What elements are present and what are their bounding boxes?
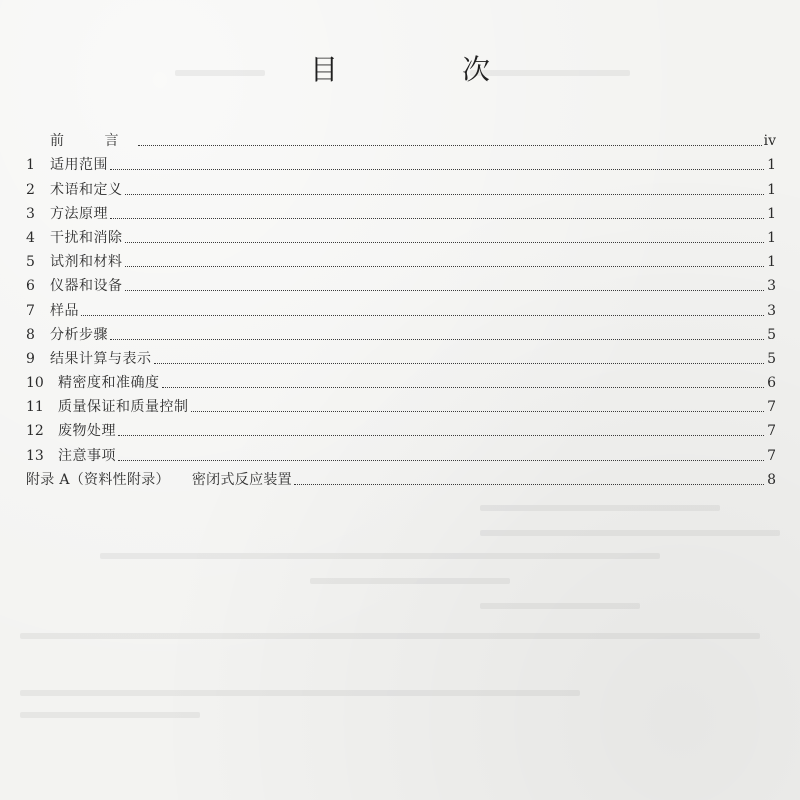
toc-entry[interactable] — [26, 150, 776, 174]
toc-entry-page: 6 — [767, 375, 776, 392]
toc-entry-number: 9 — [26, 350, 35, 367]
toc-entry-page: 3 — [767, 302, 776, 319]
toc-entry[interactable] — [26, 344, 776, 368]
toc-leader-dots — [110, 168, 764, 170]
table-of-contents — [26, 126, 776, 489]
toc-entry[interactable] — [26, 223, 776, 247]
toc-entry[interactable] — [26, 368, 776, 392]
toc-entry-page: 1 — [767, 229, 776, 246]
toc-entry-label: 注意事项 — [58, 447, 116, 464]
toc-entry[interactable] — [26, 174, 776, 198]
toc-leader-dots — [154, 362, 765, 364]
toc-entry-number: 7 — [26, 302, 35, 319]
toc-entry-page: 1 — [767, 157, 776, 174]
bleed-through-line — [480, 603, 640, 609]
toc-entry-number: 5 — [26, 254, 35, 271]
toc-entry-number: 12 — [26, 423, 44, 440]
toc-entry-appendix[interactable] — [26, 465, 776, 489]
toc-entry[interactable] — [26, 199, 776, 223]
bleed-through-line — [20, 633, 760, 639]
bleed-through-line — [100, 553, 660, 559]
page-title: 目 次 — [309, 53, 538, 86]
toc-entry-label: 废物处理 — [58, 423, 116, 440]
toc-entry-label: 试剂和材料 — [50, 254, 123, 271]
toc-entry-page: 1 — [767, 181, 776, 198]
toc-entry-label: 结果计算与表示 — [50, 350, 152, 367]
toc-leader-dots — [191, 410, 765, 412]
toc-entry-page: 5 — [767, 326, 776, 343]
toc-entry-number: 10 — [26, 375, 44, 392]
toc-leader-dots — [110, 338, 764, 340]
toc-entry[interactable] — [26, 416, 776, 440]
toc-leader-dots — [162, 386, 765, 388]
toc-entry-page: 7 — [767, 423, 776, 440]
toc-leader-dots — [125, 265, 765, 267]
toc-entry-number: 2 — [26, 181, 35, 198]
bleed-through-line — [480, 530, 780, 536]
appendix-title: 密闭式反应装置 — [191, 471, 292, 488]
toc-entry[interactable] — [26, 271, 776, 295]
toc-entry-label: 仪器和设备 — [50, 278, 123, 295]
toc-leader-dots — [125, 241, 765, 243]
toc-leader-dots — [118, 434, 764, 436]
toc-entry[interactable] — [26, 126, 776, 150]
toc-leader-dots — [118, 459, 764, 461]
toc-entry-page: iv — [763, 133, 776, 150]
toc-entry-number: 13 — [26, 447, 44, 464]
toc-entry-label: 方法原理 — [50, 205, 108, 222]
bleed-through-line — [20, 690, 580, 696]
toc-entry[interactable] — [26, 392, 776, 416]
toc-entry-number: 4 — [26, 229, 35, 246]
toc-leader-dots — [125, 193, 765, 195]
toc-entry[interactable] — [26, 247, 776, 271]
toc-entry-page: 7 — [767, 399, 776, 416]
toc-entry[interactable] — [26, 440, 776, 464]
toc-entry-number: 6 — [26, 278, 35, 295]
toc-entry-number: 11 — [26, 399, 44, 416]
toc-leader-dots — [81, 314, 764, 316]
toc-entry-label: 前 言 — [50, 133, 137, 150]
toc-entry-page: 5 — [767, 350, 776, 367]
toc-entry-page: 7 — [767, 447, 776, 464]
toc-entry[interactable] — [26, 295, 776, 319]
toc-leader-dots — [294, 483, 764, 485]
appendix-label: 附录 A（资料性附录） — [26, 471, 170, 488]
toc-entry-label: 分析步骤 — [50, 326, 108, 343]
appendix-page: 8 — [767, 471, 776, 488]
toc-leader-dots — [110, 217, 764, 219]
toc-leader-dots — [138, 144, 761, 146]
toc-entry-label: 精密度和准确度 — [58, 375, 160, 392]
toc-entry-label: 样品 — [50, 302, 79, 319]
toc-entry[interactable] — [26, 320, 776, 344]
bleed-through-line — [20, 712, 200, 718]
toc-entry-number: 8 — [26, 326, 35, 343]
toc-entry-label: 术语和定义 — [50, 181, 123, 198]
toc-entry-page: 1 — [767, 205, 776, 222]
toc-entry-page: 1 — [767, 254, 776, 271]
bleed-through-line — [310, 578, 510, 584]
toc-entry-number: 1 — [26, 157, 35, 174]
toc-leader-dots — [125, 289, 765, 291]
toc-entry-label: 干扰和消除 — [50, 229, 123, 246]
bleed-through-line — [480, 505, 720, 511]
toc-entry-page: 3 — [767, 278, 776, 295]
toc-entry-number: 3 — [26, 205, 35, 222]
toc-entry-label: 适用范围 — [50, 157, 108, 174]
toc-entry-label: 质量保证和质量控制 — [58, 399, 189, 416]
